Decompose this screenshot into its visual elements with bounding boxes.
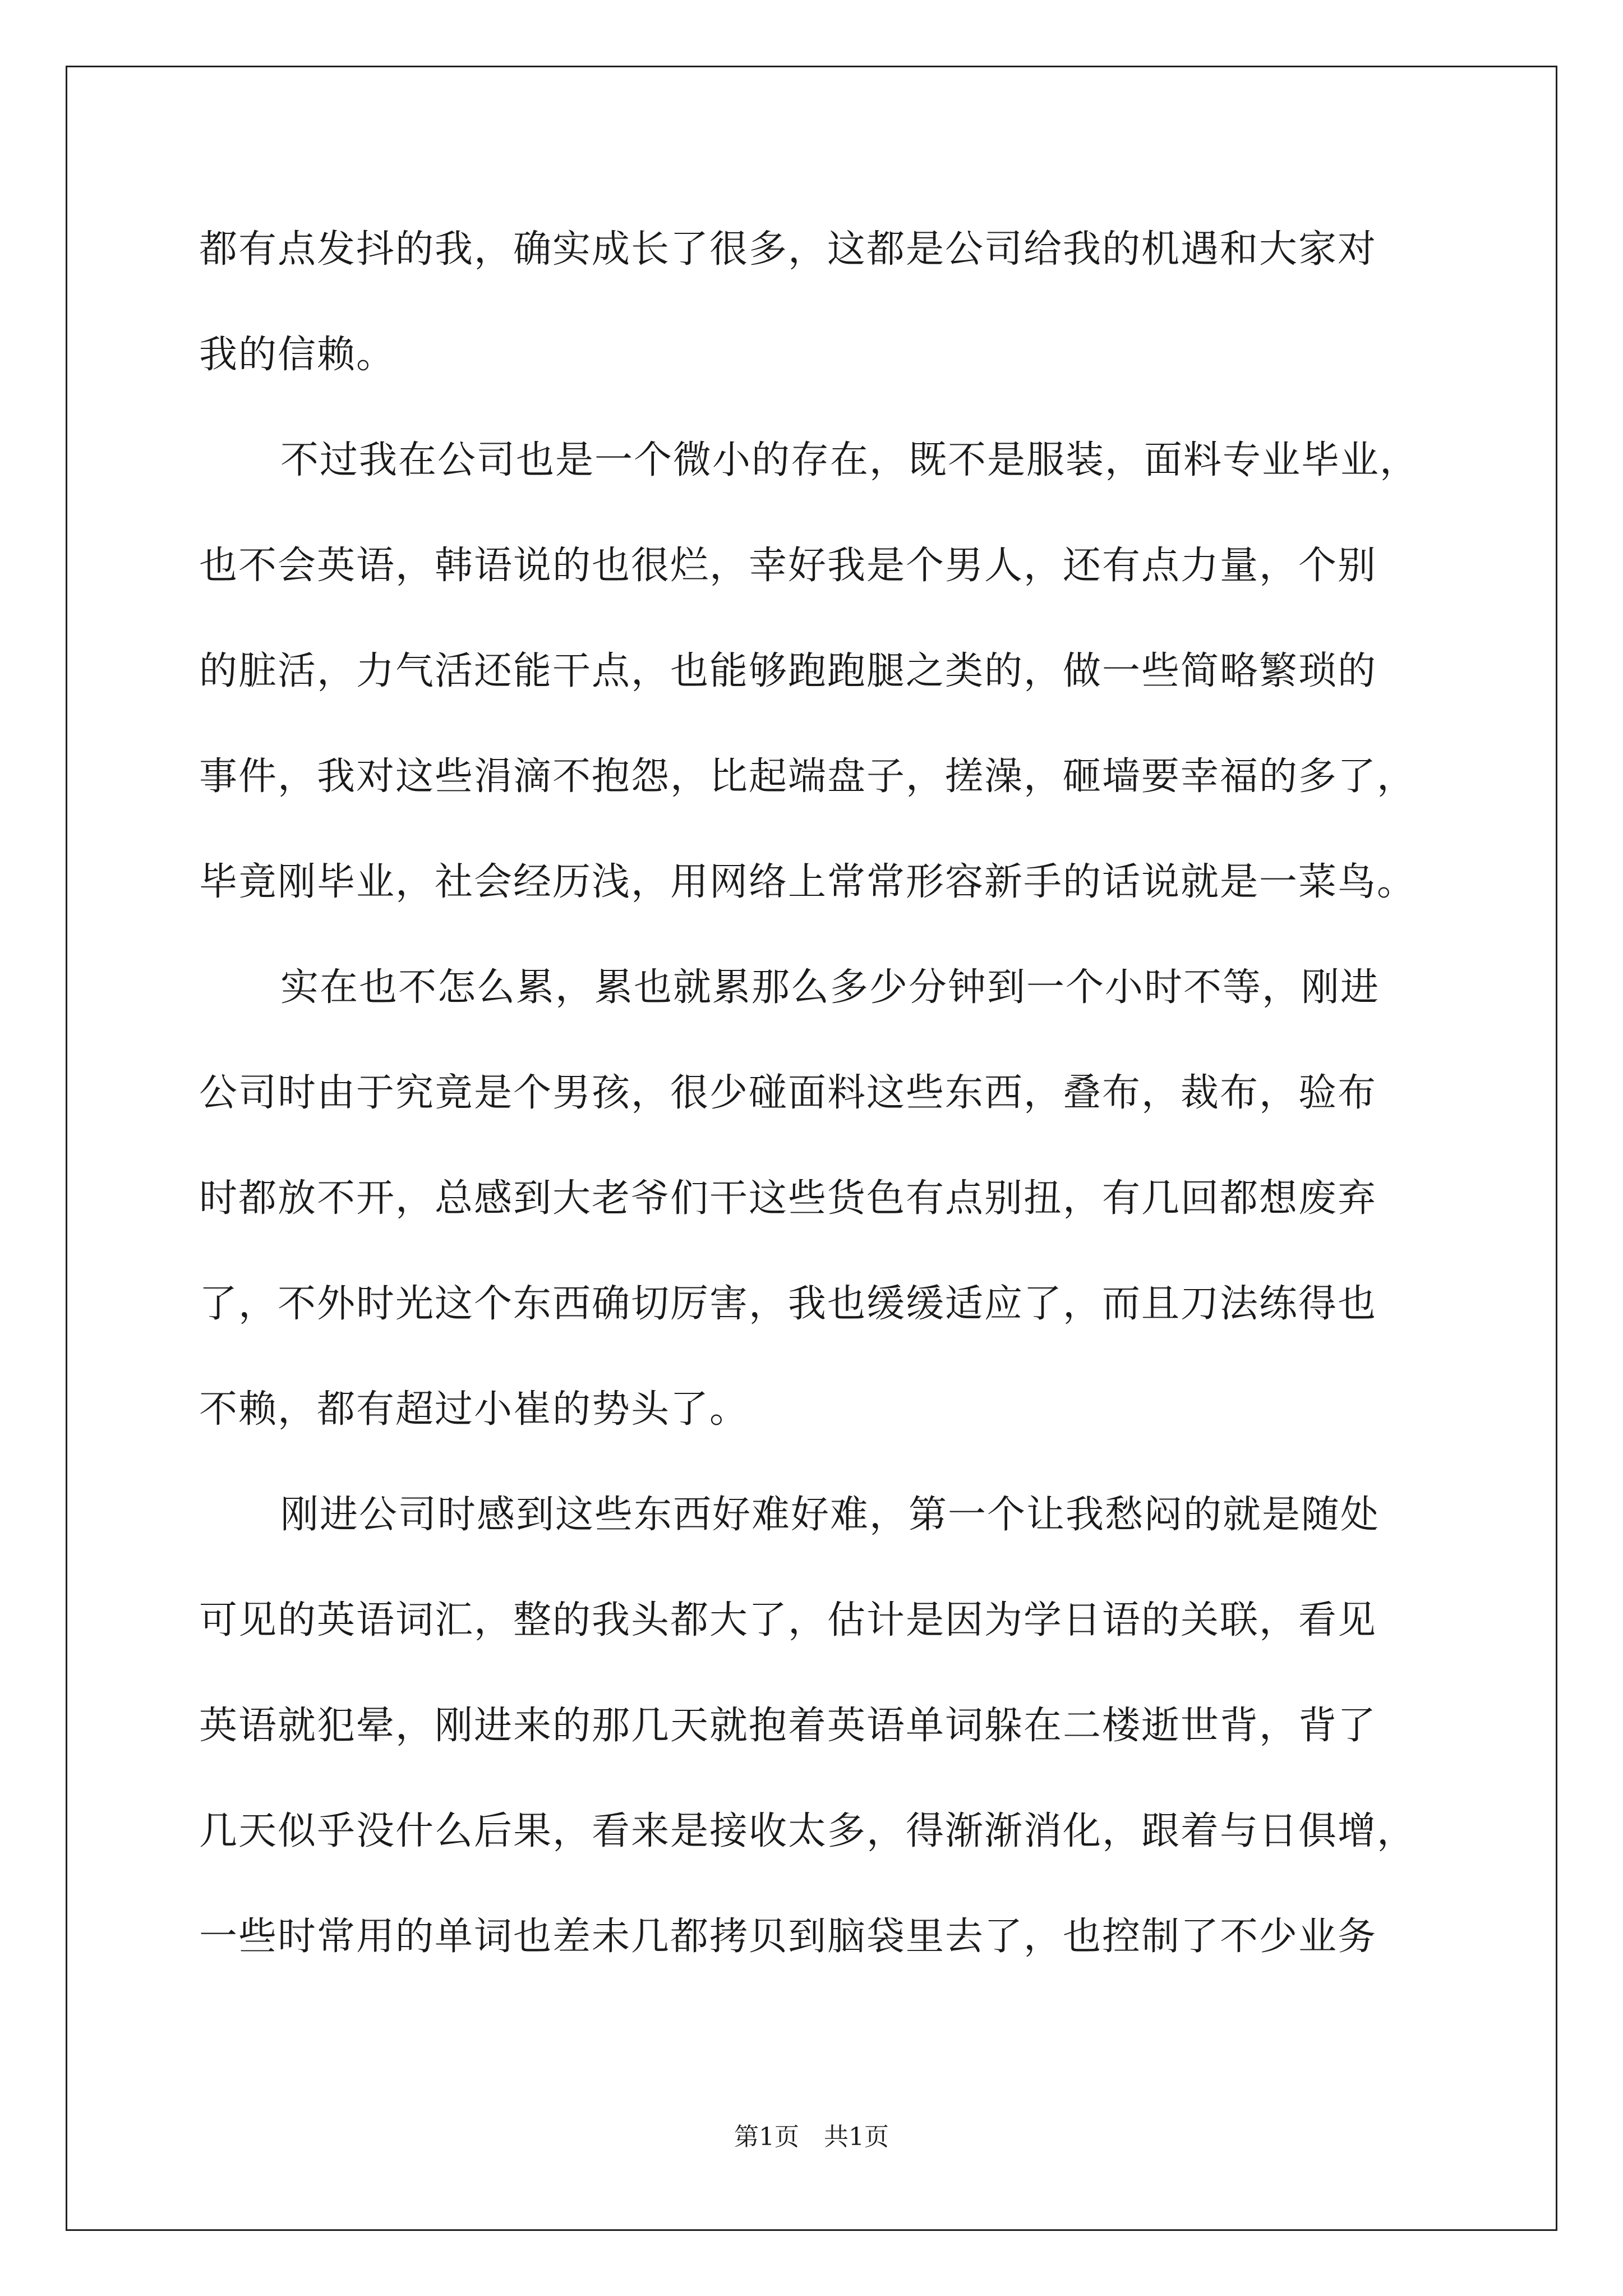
text-line: 了，不外时光这个东西确切厉害，我也缓缓适应了，而且刀法练得也: [199, 1282, 1377, 1326]
text-line: 一些时常用的单词也差未几都拷贝到脑袋里去了，也控制了不少业务: [199, 1915, 1377, 1959]
paragraph-start-line: 不过我在公司也是一个微小的存在，既不是服装，面料专业毕业，: [280, 438, 1419, 482]
text-line: 都有点发抖的我，确实成长了很多，这都是公司给我的机遇和大家对: [199, 227, 1377, 272]
text-line: 毕竟刚毕业，社会经历浅，用网络上常常形容新手的话说就是一菜鸟。: [199, 860, 1417, 904]
text-line: 几天似乎没什么后果，看来是接收太多，得渐渐消化，跟着与日俱增，: [199, 1809, 1417, 1853]
text-line: 事件，我对这些涓滴不抱怨，比起端盘子，搓澡，砸墙要幸福的多了，: [199, 754, 1417, 799]
paragraph-start-line: 刚进公司时感到这些东西好难好难，第一个让我愁闷的就是随处: [280, 1493, 1380, 1537]
paragraph-start-line: 实在也不怎么累，累也就累那么多少分钟到一个小时不等，刚进: [280, 965, 1380, 1010]
text-line: 的脏活，力气活还能干点，也能够跑跑腿之类的，做一些简略繁琐的: [199, 649, 1377, 693]
text-line: 英语就犯晕，刚进来的那几天就抱着英语单词躲在二楼逝世背，背了: [199, 1704, 1377, 1748]
page-number-footer: 第1页 共1页: [734, 2123, 889, 2151]
text-line: 公司时由于究竟是个男孩，很少碰面料这些东西，叠布，裁布，验布: [199, 1071, 1377, 1115]
text-line: 我的信赖。: [199, 333, 396, 377]
text-line: 时都放不开，总感到大老爷们干这些货色有点别扭，有几回都想废弃: [199, 1176, 1377, 1221]
text-line: 可见的英语词汇，整的我头都大了，估计是因为学日语的关联，看见: [199, 1598, 1377, 1642]
document-body: [199, 216, 1433, 2009]
text-line: 也不会英语，韩语说的也很烂，幸好我是个男人，还有点力量，个别: [199, 544, 1377, 588]
text-line: 不赖，都有超过小崔的势头了。: [199, 1387, 749, 1432]
